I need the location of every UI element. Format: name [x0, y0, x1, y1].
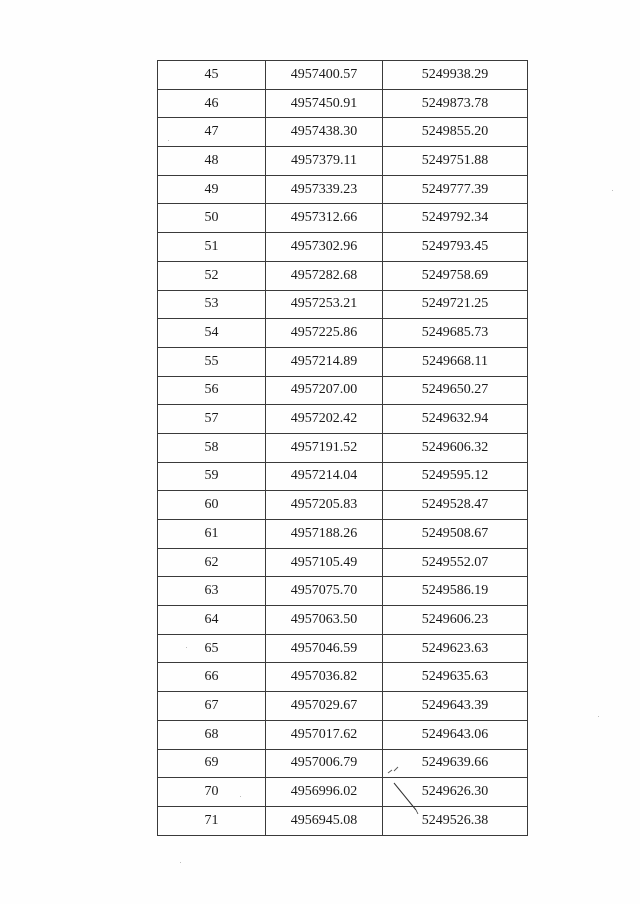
- point-number-cell: 62: [158, 548, 266, 577]
- scan-speck: [180, 862, 181, 863]
- table-row: [158, 520, 528, 549]
- y-coordinate-cell: 5249643.06: [383, 720, 528, 749]
- y-coordinate-cell: 5249751.88: [383, 147, 528, 176]
- y-coordinate-cell: 5249623.63: [383, 634, 528, 663]
- y-coordinate-cell: 5249758.69: [383, 261, 528, 290]
- x-coordinate-cell: 4957207.00: [266, 376, 383, 405]
- table-row: [158, 147, 528, 176]
- y-coordinate-cell: 5249873.78: [383, 89, 528, 118]
- x-coordinate-cell: 4957450.91: [266, 89, 383, 118]
- x-coordinate-cell: 4957191.52: [266, 433, 383, 462]
- y-coordinate-cell: 5249626.30: [383, 778, 528, 807]
- y-coordinate-cell: 5249635.63: [383, 663, 528, 692]
- point-number-cell: 49: [158, 175, 266, 204]
- table-row: [158, 491, 528, 520]
- point-number-cell: 63: [158, 577, 266, 606]
- scan-speck: [186, 647, 187, 648]
- point-number-cell: 70: [158, 778, 266, 807]
- point-number-cell: 68: [158, 720, 266, 749]
- table-row: [158, 720, 528, 749]
- point-number-cell: 52: [158, 261, 266, 290]
- table-row: [158, 405, 528, 434]
- x-coordinate-cell: 4957253.21: [266, 290, 383, 319]
- y-coordinate-cell: 5249586.19: [383, 577, 528, 606]
- point-number-cell: 45: [158, 61, 266, 90]
- point-number-cell: 57: [158, 405, 266, 434]
- table-row: [158, 233, 528, 262]
- scan-speck: [240, 796, 241, 797]
- x-coordinate-cell: 4956996.02: [266, 778, 383, 807]
- table-row: [158, 347, 528, 376]
- x-coordinate-cell: 4957312.66: [266, 204, 383, 233]
- point-number-cell: 53: [158, 290, 266, 319]
- x-coordinate-cell: 4957438.30: [266, 118, 383, 147]
- point-number-cell: 59: [158, 462, 266, 491]
- x-coordinate-cell: 4957379.11: [266, 147, 383, 176]
- x-coordinate-cell: 4957225.86: [266, 319, 383, 348]
- x-coordinate-cell: 4957400.57: [266, 61, 383, 90]
- y-coordinate-cell: 5249721.25: [383, 290, 528, 319]
- y-coordinate-cell: 5249552.07: [383, 548, 528, 577]
- y-coordinate-cell: 5249526.38: [383, 806, 528, 835]
- y-coordinate-cell: 5249855.20: [383, 118, 528, 147]
- x-coordinate-cell: 4957046.59: [266, 634, 383, 663]
- table-row: [158, 204, 528, 233]
- x-coordinate-cell: 4957202.42: [266, 405, 383, 434]
- x-coordinate-cell: 4957063.50: [266, 606, 383, 635]
- point-number-cell: 65: [158, 634, 266, 663]
- point-number-cell: 50: [158, 204, 266, 233]
- y-coordinate-cell: 5249792.34: [383, 204, 528, 233]
- x-coordinate-cell: 4957282.68: [266, 261, 383, 290]
- table-row: [158, 89, 528, 118]
- x-coordinate-cell: 4957188.26: [266, 520, 383, 549]
- x-coordinate-cell: 4957036.82: [266, 663, 383, 692]
- point-number-cell: 51: [158, 233, 266, 262]
- y-coordinate-cell: 5249595.12: [383, 462, 528, 491]
- x-coordinate-cell: 4957105.49: [266, 548, 383, 577]
- table-row: [158, 290, 528, 319]
- x-coordinate-cell: 4957302.96: [266, 233, 383, 262]
- point-number-cell: 58: [158, 433, 266, 462]
- point-number-cell: 67: [158, 692, 266, 721]
- table-row: [158, 433, 528, 462]
- scan-speck: [598, 716, 599, 717]
- point-number-cell: 48: [158, 147, 266, 176]
- point-number-cell: 61: [158, 520, 266, 549]
- table-row: [158, 663, 528, 692]
- point-number-cell: 69: [158, 749, 266, 778]
- y-coordinate-cell: 5249938.29: [383, 61, 528, 90]
- y-coordinate-cell: 5249639.66: [383, 749, 528, 778]
- x-coordinate-cell: 4956945.08: [266, 806, 383, 835]
- table-row: [158, 175, 528, 204]
- scan-speck: [168, 140, 169, 141]
- y-coordinate-cell: 5249606.23: [383, 606, 528, 635]
- point-number-cell: 56: [158, 376, 266, 405]
- point-number-cell: 47: [158, 118, 266, 147]
- table-row: [158, 634, 528, 663]
- table-row: [158, 61, 528, 90]
- y-coordinate-cell: 5249685.73: [383, 319, 528, 348]
- point-number-cell: 60: [158, 491, 266, 520]
- y-coordinate-cell: 5249606.32: [383, 433, 528, 462]
- point-number-cell: 55: [158, 347, 266, 376]
- point-number-cell: 54: [158, 319, 266, 348]
- x-coordinate-cell: 4957029.67: [266, 692, 383, 721]
- y-coordinate-cell: 5249793.45: [383, 233, 528, 262]
- table-row: [158, 577, 528, 606]
- table-row: [158, 692, 528, 721]
- x-coordinate-cell: 4957214.04: [266, 462, 383, 491]
- y-coordinate-cell: 5249777.39: [383, 175, 528, 204]
- point-number-cell: 66: [158, 663, 266, 692]
- y-coordinate-cell: 5249643.39: [383, 692, 528, 721]
- table-row: [158, 606, 528, 635]
- y-coordinate-cell: 5249632.94: [383, 405, 528, 434]
- x-coordinate-cell: 4957006.79: [266, 749, 383, 778]
- table-row: [158, 376, 528, 405]
- y-coordinate-cell: 5249650.27: [383, 376, 528, 405]
- x-coordinate-cell: 4957205.83: [266, 491, 383, 520]
- point-number-cell: 64: [158, 606, 266, 635]
- table-row: [158, 118, 528, 147]
- y-coordinate-cell: 5249508.67: [383, 520, 528, 549]
- point-number-cell: 46: [158, 89, 266, 118]
- scan-speck: [612, 190, 613, 191]
- table-row: [158, 806, 528, 835]
- table-row: [158, 261, 528, 290]
- table-row: [158, 548, 528, 577]
- table-row: [158, 749, 528, 778]
- table-row: [158, 778, 528, 807]
- coordinate-table: [157, 60, 528, 836]
- x-coordinate-cell: 4957339.23: [266, 175, 383, 204]
- x-coordinate-cell: 4957017.62: [266, 720, 383, 749]
- table-row: [158, 462, 528, 491]
- point-number-cell: 71: [158, 806, 266, 835]
- table-row: [158, 319, 528, 348]
- coordinate-table-body: [158, 61, 528, 836]
- x-coordinate-cell: 4957075.70: [266, 577, 383, 606]
- y-coordinate-cell: 5249528.47: [383, 491, 528, 520]
- y-coordinate-cell: 5249668.11: [383, 347, 528, 376]
- x-coordinate-cell: 4957214.89: [266, 347, 383, 376]
